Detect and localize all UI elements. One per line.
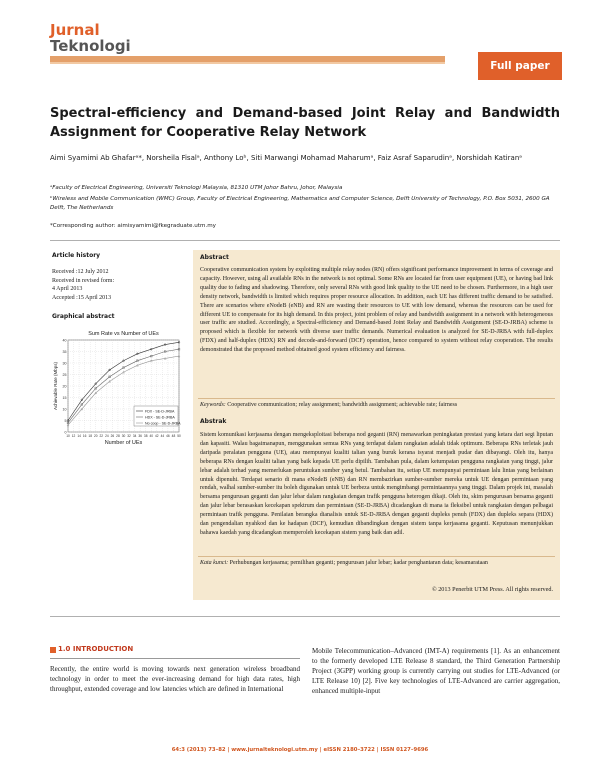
- x-tick-label: 46: [166, 434, 170, 438]
- x-tick-label: 20: [93, 434, 98, 438]
- y-tick-label: 30: [62, 361, 67, 366]
- graphical-abstract-heading: Graphical abstract: [52, 313, 115, 320]
- keywords-label: Keywords:: [200, 402, 226, 408]
- x-tick-label: 24: [105, 434, 109, 438]
- affiliation-b: ᵇWireless and Mobile Communication (WMC) Group, Faculty of Electrical Engineering, Mathematics and Computer Science, Delft University of Technology, P.O. Box 5031, 2600 GA Delft, The Netherlands: [50, 196, 550, 211]
- y-tick-label: 25: [62, 373, 67, 377]
- legend-label: No coop - SE-D-JRBA: [145, 421, 181, 426]
- y-tick-label: 15: [62, 396, 67, 400]
- abstrak-divider: [198, 556, 555, 557]
- paper-title: Spectral-efficiency and Demand-based Joint Relay and Bandwidth Assignment for Cooperative Relay Network: [50, 106, 560, 140]
- history-received: Received :12 July 2012: [52, 269, 109, 275]
- x-tick-label: 40: [149, 434, 154, 438]
- kata-kunci-label: Kata kunci:: [200, 560, 229, 566]
- author-list: Aimi Syamimi Ab Ghafarᵃ*, Norsheila Fisalᵃ, Anthony Loᵇ, Siti Marwangi Mohamad Maharumᵃ, Faiz Asraf Saparudinᵃ, Norshidah Katiranᵃ: [50, 154, 523, 162]
- header-bar-accent: [50, 62, 445, 64]
- x-tick-label: 18: [88, 434, 92, 438]
- legend-label: FDX - SE-D-JRBA: [145, 409, 175, 414]
- history-revised-date: 4 April 2013: [52, 286, 83, 292]
- y-tick-label: 10: [62, 407, 67, 412]
- kata-kunci-text: Perhubungan kerjasama; pemilihan geganti; pengurusan jalur lebar; kadar penghantaran data; kesamarataan: [229, 560, 488, 566]
- abstrak-heading: Abstrak: [200, 418, 227, 425]
- x-tick-label: 38: [143, 434, 148, 438]
- header-divider: [50, 240, 560, 241]
- x-tick-label: 14: [77, 434, 81, 438]
- x-tick-label: 30: [121, 434, 126, 438]
- x-tick-label: 34: [132, 434, 137, 438]
- intro-column-right: Mobile Telecommunication–Advanced (IMT-A) requirements [1]. As an enhancement to the formerly developed LTE Release 8 standard, the Third Generation Partnership Project (3GPP) working group is currently carrying out studies for LTE-Advanced (or LTE Release 10) [2]. Five key technologies of LTE-Advanced are carrier aggregation, enhanced multiple-input: [312, 647, 560, 695]
- x-tick-label: 28: [116, 434, 120, 438]
- history-revised: Received in revised form:: [52, 277, 115, 284]
- abstrak-text: Sistem komunikasi kerjasama dengan mengeksploitasi beberapa nod geganti (RN) menawarkan peningkatan prestasi yang ketara dari segi liputan dan kapasiti. Walau bagaimanapun, menggunakan semua RNs yang terdapat dalam rangkaian adalah tidak optimum. Beberapa RNs terletak jauh daripada peralatan pengguna (UE), atau mempunyai kualiti talian yang buruk kerana isyarat menjadi pudar dan dibayangi. Oleh itu, hanya beberapa RNs dengan kualiti talian yang baik kepada UE perlu dipilih. Tambahan pula, dalam ketumpatan pengguna rangkaian yang tinggi, jalur lebar adalah terhad yang memerlukan peruntukan sumber yang betul. Tambahan itu, setiap UE mempunyai permintaan lalu lintas yang berlainan untuk dipenuhi. Terdapat senario di mana eNodeB (eNB) dan RN membazirkan sumber-sumber mereka untuk UE dengan permintaan yang rendah, walhal sumber-sumber itu boleh digunakan untuk UE berbeza untuk mengimbangi permintaannya yang tinggi. Dalam projek ini, masalah bersama pengurusan geganti dan jalur lebar dalam rangkaian dengan trafik pengguna heterogen dikaji. Oleh itu, skim pengurusan bersama geganti dan jalur lebar berasaskan kecekapan spektrum dan permintaan (SE-D-JRBA) dicadangkan di mana ia fleksibel untuk rangkaian dengan pelbagai permintaan trafik pengguna. Penilaian berangka dianalisis untuk SE-D-JRBA dengan geganti dupleks penuh (FDX) dan dupleks separa (HDX) dan pengendalian nyahkod dan ke hadapan (DCF), kemudian dibandingkan dengan sistem tanpa kerjasama geganti. Keputusan menunjukkan bahawa kaedah yang dicadangkan memperoleh kecekapan sistem yang baik dan adil.: [200, 432, 553, 536]
- y-axis-label: Achievable Rate (Mbps): [53, 361, 58, 411]
- y-tick-label: 35: [62, 350, 67, 354]
- page-footer: 64:3 (2013) 73–82 | www.jurnalteknologi.utm.my | eISSN 2180–3722 | ISSN 0127–9696: [171, 747, 429, 753]
- x-tick-label: 44: [160, 434, 165, 438]
- y-tick-label: 5: [64, 419, 67, 423]
- y-tick-label: 0: [64, 430, 67, 435]
- intro-column-left: Recently, the entire world is moving towards next generation wireless broadband technology in order to meet the ever-increasing demand for high data rates, high throughput, extended coverage and low latencies which are defined in International: [50, 665, 300, 693]
- history-accepted: Accepted :15 April 2013: [52, 294, 112, 301]
- x-tick-label: 50: [177, 434, 181, 438]
- x-tick-label: 42: [155, 434, 159, 438]
- body-divider: [50, 616, 560, 617]
- x-tick-label: 32: [127, 434, 131, 438]
- x-tick-label: 10: [66, 434, 70, 438]
- abstract-keywords: [200, 401, 553, 410]
- x-tick-label: 16: [82, 434, 87, 438]
- graphical-abstract-chart: [52, 328, 187, 448]
- x-tick-label: 26: [110, 434, 115, 438]
- keywords-text: Cooperative communication; relay assignment; bandwidth assignment; achievable rate; fairness: [227, 402, 458, 408]
- corresponding-author: *Corresponding author: aimisyamimi@fkegraduate.utm.my: [50, 223, 216, 229]
- copyright-notice: © 2013 Penerbit UTM Press. All rights reserved.: [431, 586, 553, 593]
- introduction-heading: 1.0 INTRODUCTION: [58, 645, 134, 653]
- chart-title: Sum Rate vs Number of UEs: [88, 331, 159, 337]
- y-tick-label: 20: [62, 384, 67, 389]
- article-history-lines: [52, 268, 182, 302]
- affiliation-a: ᵃFaculty of Electrical Engineering, Universiti Teknologi Malaysia, 81310 UTM Johor Bahru, Johor, Malaysia: [50, 185, 343, 191]
- journal-name-line1: Jurnal: [50, 21, 100, 39]
- x-axis-label: Number of UEs: [104, 440, 143, 446]
- x-tick-label: 12: [71, 434, 76, 438]
- x-tick-label: 48: [171, 434, 176, 438]
- full-paper-badge: Full paper: [478, 52, 562, 80]
- sum-rate-chart: [52, 328, 187, 448]
- x-tick-label: 22: [99, 434, 104, 438]
- abstract-heading: Abstract: [200, 254, 229, 261]
- article-history-heading: Article history: [52, 252, 101, 259]
- abstract-text: Cooperative communication system by exploiting multiple relay nodes (RN) offers significant performance improvement in terms of coverage and capacity. However, using all available RNs in the network is not optimal. Some RNs are located far from user equipment (UE), or having bad link quality due to fading and shadowing. Therefore, only several RNs with good link quality to the UE need to be chosen. Furthermore, in a high user density network, bandwidth is limited which requires proper resource allocation. In addition, each UE has different traffic demand to be satisfied. There are scenarios where eNodeB (eNB) and RN are wasting their resources to UE with low demand, whereas the resources can be used for different UE to compensate for its high demand. In this project, joint problem of relay and bandwidth assignment in a network with heterogeneous user traffic are studied. Accordingly, a Spectral-efficiency and Demand-based Joint Relay and Bandwidth Assignment (SE-D-JRBA) scheme is proposed which is flexible for network with diverse user traffic demands. Numerical evaluation is analyzed for SE-D-JRBA with full-duplex (FDX) and half-duplex (HDX) RN and decode-and-forward (DCF) operation, hence compared to system without relay cooperation. The results demonstrated that the proposed method obtained good system efficiency and fairness.: [200, 267, 553, 354]
- journal-name-line2: Teknologi: [50, 37, 131, 55]
- journal-logo: [50, 22, 180, 54]
- abstrak-keywords: [200, 559, 553, 568]
- y-tick-label: 40: [62, 338, 67, 343]
- legend-label: HDX - SE-D-JRBA: [145, 415, 175, 420]
- abstract-divider: [198, 398, 555, 399]
- x-tick-label: 36: [138, 434, 142, 438]
